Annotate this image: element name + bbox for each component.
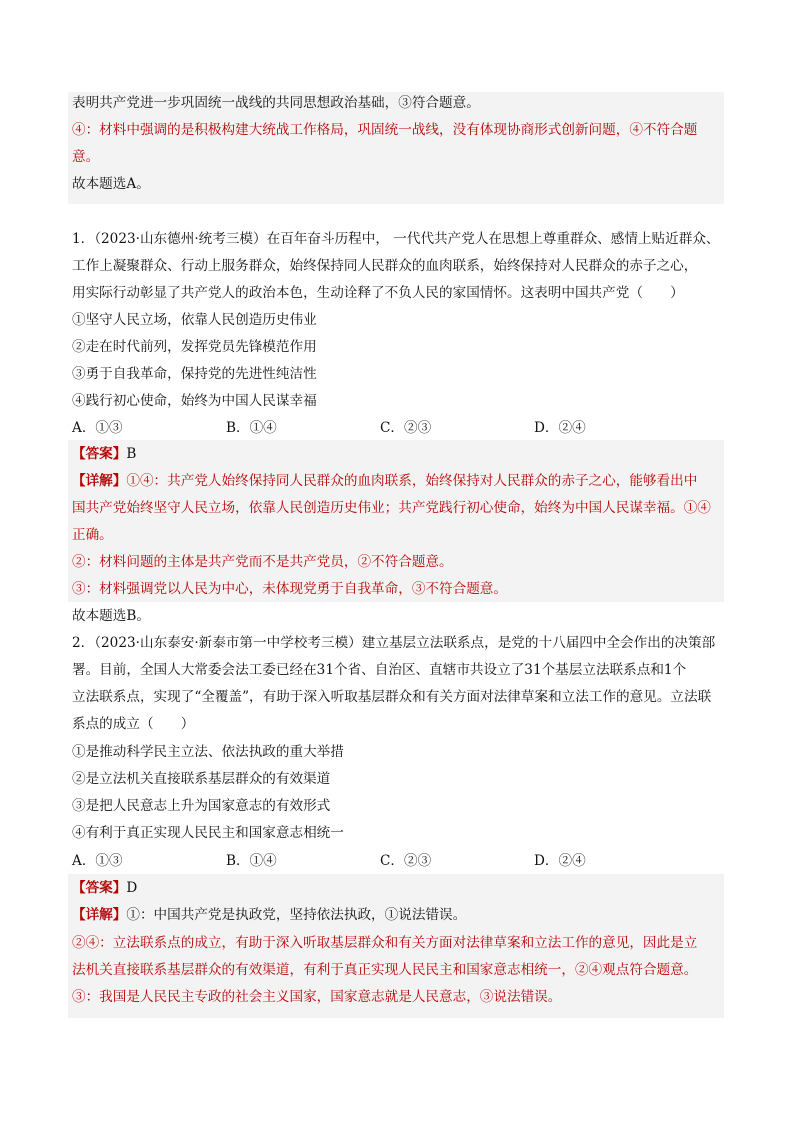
q2-option-a: A．①③ xyxy=(72,853,123,869)
q2-answer-label: 【答案】 xyxy=(72,880,127,896)
q2-stem-line-2: 署。目前，全国人大常委会法工委已经在31个省、自治区、直辖市共设立了31个基层立法联系点和1个 xyxy=(72,662,687,678)
q2-answer-value: D xyxy=(126,880,138,896)
q2-detail-line-3: 法机关直接联系基层群众的有效渠道，有利于真正实现人民民主和国家意志相统一，②④观点符合题意。 xyxy=(72,962,698,978)
q2-option-c: C．②③ xyxy=(380,853,432,869)
q1-stem-line-3: 用实际行动彰显了共产党人的政治本色，生动诠释了不负人民的家国情怀。这表明中国共产党（ ） xyxy=(72,285,684,301)
carryover-line-3: 意。 xyxy=(72,149,100,165)
q1-stem-line-1: 1．（2023·山东德州·统考三模）在百年奋斗历程中， 一代代共产党人在思想上尊重群众、感情上贴近群众、 xyxy=(72,231,720,247)
q2-item-4: ④有利于真正实现人民民主和国家意志相统一 xyxy=(72,825,344,841)
q2-option-d: D．②④ xyxy=(534,853,586,869)
q2-detail-line-1 xyxy=(72,906,466,924)
q2-detail-text-1: ①：中国共产党是执政党，坚持依法执政，①说法错误。 xyxy=(126,907,467,923)
q1-answer-line xyxy=(72,445,136,463)
q2-answer-line xyxy=(72,879,137,897)
q1-answer-label: 【答案】 xyxy=(72,446,127,462)
carryover-line-2: ④：材料中强调的是积极构建大统战工作格局，巩固统一战线，没有体现协商形式创新问题，④不符合题 xyxy=(72,122,698,138)
q1-option-a: A．①③ xyxy=(72,420,123,436)
q1-detail-line-5: ③：材料强调党以人民为中心，未体现党勇于自我革命，③不符合题意。 xyxy=(72,581,507,597)
q1-item-4: ④践行初心使命，始终为中国人民谋幸福 xyxy=(72,393,317,409)
q1-item-1: ①坚守人民立场，依靠人民创造历史伟业 xyxy=(72,312,317,328)
q1-detail-line-2: 国共产党始终坚守人民立场，依靠人民创造历史伟业；共产党践行初心使命，始终为中国人民谋幸福。①④ xyxy=(72,500,711,516)
q2-detail-line-2: ②④：立法联系点的成立，有助于深入听取基层群众和有关方面对法律草案和立法工作的意见，因此是立 xyxy=(72,935,698,951)
q1-answer-value: B xyxy=(126,446,137,462)
q2-option-b: B．①④ xyxy=(226,853,277,869)
q1-detail-label: 【详解】 xyxy=(72,473,127,489)
q2-item-3: ③是把人民意志上升为国家意志的有效形式 xyxy=(72,798,331,814)
q1-detail-line-1 xyxy=(72,472,697,490)
q1-detail-line-3: 正确。 xyxy=(72,527,113,543)
q1-answer-shaded-block xyxy=(68,440,724,602)
q1-detail-text-1: ①④：共产党人始终保持同人民群众的血肉联系，始终保持对人民群众的赤子之心，能够看出中 xyxy=(126,473,698,489)
q2-stem-line-3: 立法联系点，实现了“全覆盖”，有助于深入听取基层群众和有关方面对法律草案和立法工作的意见。立法联 xyxy=(72,689,712,705)
q2-detail-label: 【详解】 xyxy=(72,907,127,923)
q1-stem-line-2: 工作上凝聚群众、行动上服务群众，始终保持同人民群众的血肉联系，始终保持对人民群众的赤子之心， xyxy=(72,258,698,274)
q1-detail-line-4: ②：材料问题的主体是共产党而不是共产党员，②不符合题意。 xyxy=(72,554,453,570)
carryover-conclusion: 故本题选A。 xyxy=(72,176,150,192)
q1-option-b: B．①④ xyxy=(226,420,277,436)
q1-option-c: C．②③ xyxy=(380,420,432,436)
q2-detail-line-4: ③：我国是人民民主专政的社会主义国家，国家意志就是人民意志，③说法错误。 xyxy=(72,989,562,1005)
q2-stem-line-1: 2．（2023·山东泰安·新泰市第一中学校考三模）建立基层立法联系点，是党的十八届四中全会作出的决策部 xyxy=(72,635,716,651)
q1-item-2: ②走在时代前列，发挥党员先锋模范作用 xyxy=(72,339,317,355)
q1-item-3: ③勇于自我革命，保持党的先进性纯洁性 xyxy=(72,366,317,382)
q2-item-2: ②是立法机关直接联系基层群众的有效渠道 xyxy=(72,771,331,787)
q1-option-d: D．②④ xyxy=(534,420,586,436)
q2-stem-line-4: 系点的成立（ ） xyxy=(72,716,195,732)
carryover-line-1: 表明共产党进一步巩固统一战线的共同思想政治基础，③符合题意。 xyxy=(72,95,480,111)
q2-item-1: ①是推动科学民主立法、依法执政的重大举措 xyxy=(72,744,344,760)
q1-conclusion: 故本题选B。 xyxy=(72,608,150,624)
